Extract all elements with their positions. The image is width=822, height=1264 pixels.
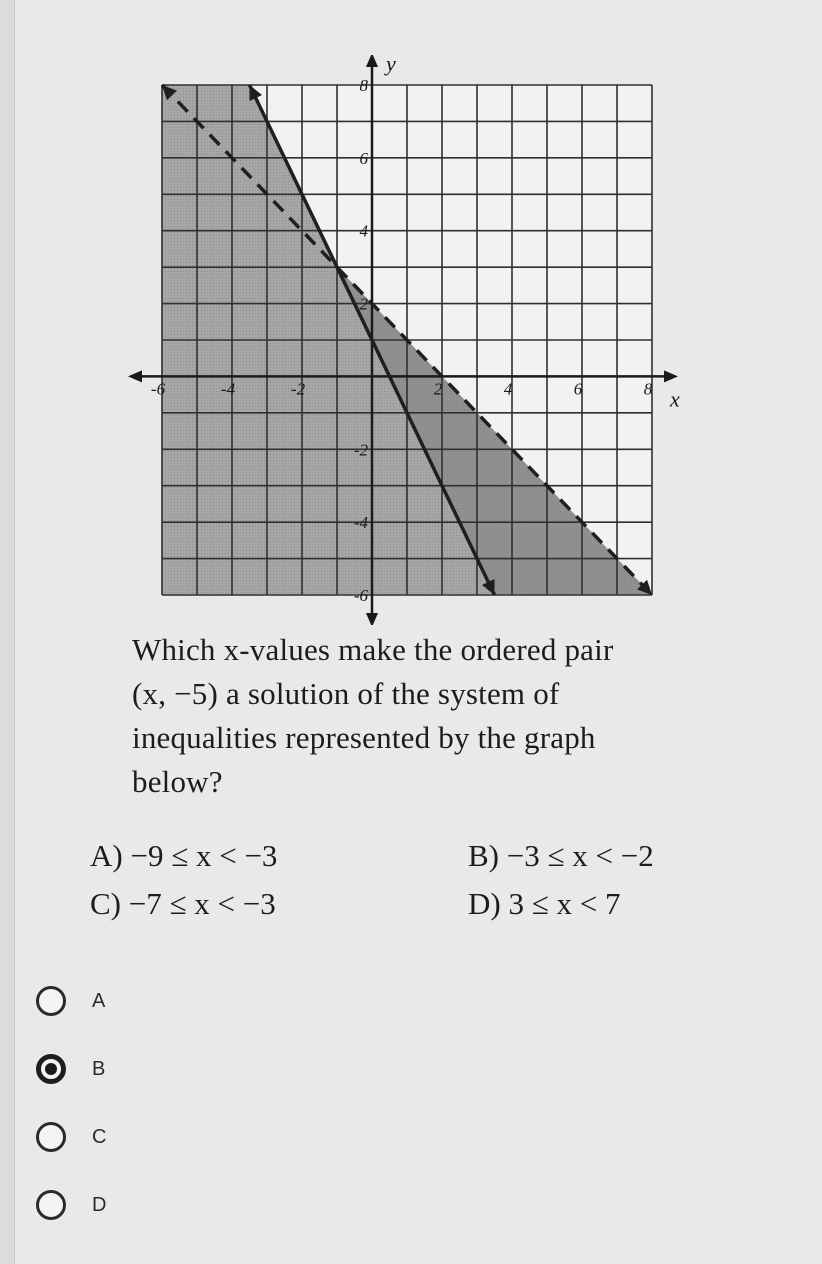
choice-c-text: −7 ≤ x < −3 — [128, 886, 276, 921]
y-axis-label: y — [386, 55, 396, 76]
choice-c — [90, 880, 276, 928]
x-tick-label: -2 — [290, 379, 306, 399]
x-tick-label: 4 — [503, 379, 513, 399]
y-tick-label: 4 — [359, 221, 368, 241]
inequality-graph — [120, 55, 680, 625]
x-tick-label: 2 — [433, 379, 443, 399]
choice-a — [90, 832, 277, 880]
choice-b-text: −3 ≤ x < −2 — [506, 838, 654, 873]
radio-label-a: A — [92, 989, 106, 1012]
choice-d — [468, 880, 620, 928]
radio-button-b[interactable] — [36, 1054, 66, 1084]
radio-option-d[interactable] — [36, 1190, 106, 1220]
radio-option-c[interactable] — [36, 1122, 106, 1152]
x-tick-label: 8 — [643, 379, 653, 399]
choice-a-letter: A) — [90, 838, 123, 873]
y-axis-top-arrow — [366, 55, 378, 67]
choice-b — [468, 832, 654, 880]
question-line-2: (x, −5) a solution of the system of — [132, 676, 560, 711]
radio-button-c[interactable] — [36, 1122, 66, 1152]
choice-d-letter: D) — [468, 886, 501, 921]
radio-option-b[interactable] — [36, 1054, 105, 1084]
question-text — [132, 628, 772, 804]
y-tick-label: -2 — [353, 440, 368, 460]
y-tick-label: -6 — [353, 586, 368, 605]
x-tick-label: 6 — [573, 379, 583, 399]
radio-button-d[interactable] — [36, 1190, 66, 1220]
question-line-1: Which x-values make the ordered pair — [132, 632, 614, 667]
y-axis-bottom-arrow — [366, 613, 378, 625]
radio-option-a[interactable] — [36, 986, 105, 1016]
y-tick-label: 2 — [359, 294, 368, 314]
choice-a-text: −9 ≤ x < −3 — [130, 838, 278, 873]
question-line-3: inequalities represented by the graph — [132, 720, 596, 755]
choice-b-letter: B) — [468, 838, 499, 873]
radio-button-a[interactable] — [36, 986, 66, 1016]
radio-label-d: D — [92, 1193, 107, 1216]
x-axis-left-arrow — [128, 370, 142, 382]
y-tick-label: -4 — [353, 513, 368, 533]
radio-label-b: B — [92, 1057, 106, 1080]
page-edge — [0, 0, 15, 1264]
choice-c-letter: C) — [90, 886, 121, 921]
radio-label-c: C — [92, 1125, 107, 1148]
y-tick-label: 6 — [359, 148, 368, 168]
x-tick-label: -6 — [150, 379, 166, 399]
question-line-4: below? — [132, 764, 223, 799]
y-tick-label: 8 — [359, 76, 368, 95]
x-axis-right-arrow — [664, 370, 678, 382]
x-axis-label: x — [670, 386, 680, 412]
x-tick-label: -4 — [220, 379, 236, 399]
choice-d-text: 3 ≤ x < 7 — [508, 886, 621, 921]
